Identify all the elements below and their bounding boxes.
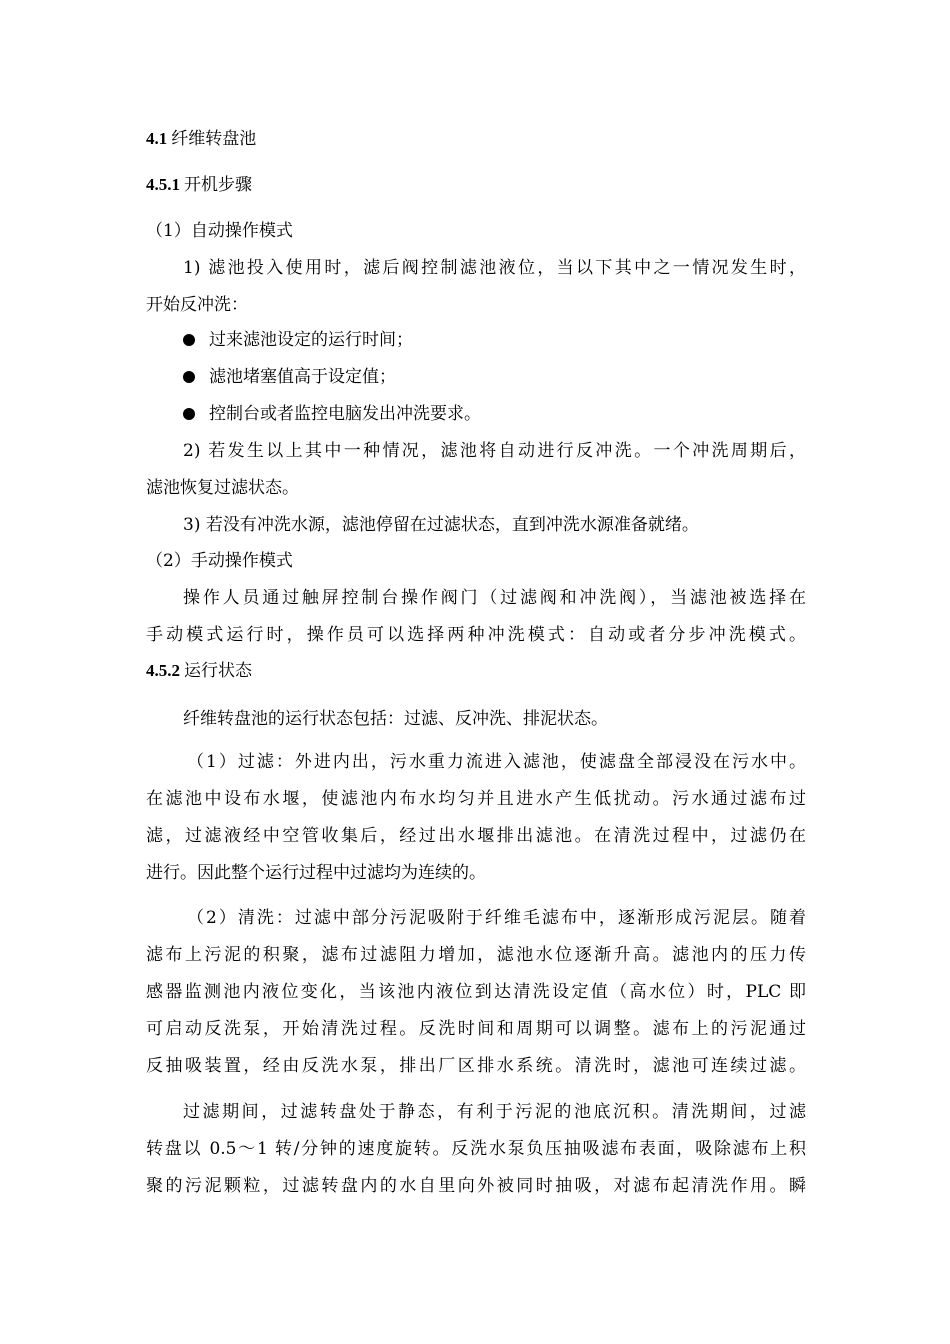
auto-mode-heading: （1）自动操作模式 [146, 221, 293, 241]
period-para-line3: 聚的污泥颗粒，过滤转盘内的水自里向外被同时抽吸，对滤布起清洗作用。瞬 [146, 1176, 806, 1196]
item3-line: 3) 若没有冲洗水源，滤池停留在过滤状态，直到冲洗水源准备就绪。 [183, 515, 699, 535]
manual-para-line1: 操作人员通过触屏控制台操作阀门（过滤阀和冲洗阀），当滤池被选择在 [183, 588, 806, 608]
manual-para-line2: 手动模式运行时，操作员可以选择两种冲洗模式：自动或者分步冲洗模式。 [146, 625, 806, 645]
clean-para-line3: 感器监测池内液位变化，当该池内液位到达清洗设定值（高水位）时，PLC 即 [146, 982, 806, 1002]
bullet-item: 过来滤池设定的运行时间； [209, 330, 413, 350]
section-heading-4-5-2: 4.5.2 运行状态 [146, 661, 252, 680]
bullet-item: 控制台或者监控电脑发出冲洗要求。 [209, 404, 481, 424]
item1-line2: 开始反冲洗： [146, 295, 248, 315]
filter-para-line3: 滤，过滤液经中空管收集后，经过出水堰排出滤池。在清洗过程中，过滤仍在 [146, 826, 806, 846]
bullet-dot [183, 334, 195, 346]
clean-para-line2: 滤布上污泥的积聚，滤布过滤阻力增加，滤池水位逐渐升高。滤池内的压力传 [146, 945, 806, 965]
filter-para-line1: （1）过滤：外进内出，污水重力流进入滤池，使滤盘全部浸没在污水中。 [187, 752, 806, 772]
section-heading-4-5-1: 4.5.1 开机步骤 [146, 175, 252, 194]
bullet-dot [183, 371, 195, 383]
item2-line1: 2) 若发生以上其中一种情况，滤池将自动进行反冲洗。一个冲洗周期后， [183, 441, 806, 461]
status-intro: 纤维转盘池的运行状态包括：过滤、反冲洗、排泥状态。 [183, 709, 608, 729]
section-heading-4-1: 4.1 纤维转盘池 [146, 129, 257, 148]
clean-para-line1: （2）清洗：过滤中部分污泥吸附于纤维毛滤布中，逐渐形成污泥层。随着 [187, 908, 806, 928]
period-para-line2: 转盘以 0.5～1 转/分钟的速度旋转。反洗水泵负压抽吸滤布表面，吸除滤布上积 [146, 1139, 806, 1159]
item2-line2: 滤池恢复过滤状态。 [146, 478, 299, 498]
bullet-item: 滤池堵塞值高于设定值； [209, 367, 396, 387]
period-para-line1: 过滤期间，过滤转盘处于静态，有利于污泥的池底沉积。清洗期间，过滤 [183, 1102, 806, 1122]
filter-para-line2: 在滤池中设布水堰，使滤池内布水均匀并且进水产生低扰动。污水通过滤布过 [146, 789, 806, 809]
item1-line1: 1) 滤池投入使用时，滤后阀控制滤池液位，当以下其中之一情况发生时， [183, 258, 806, 278]
clean-para-line4: 可启动反洗泵，开始清洗过程。反洗时间和周期可以调整。滤布上的污泥通过 [146, 1019, 806, 1039]
bullet-dot [183, 408, 195, 420]
manual-mode-heading: （2）手动操作模式 [146, 551, 293, 571]
filter-para-line4: 进行。因此整个运行过程中过滤均为连续的。 [146, 863, 486, 883]
clean-para-line5: 反抽吸装置，经由反洗水泵，排出厂区排水系统。清洗时，滤池可连续过滤。 [146, 1056, 806, 1076]
